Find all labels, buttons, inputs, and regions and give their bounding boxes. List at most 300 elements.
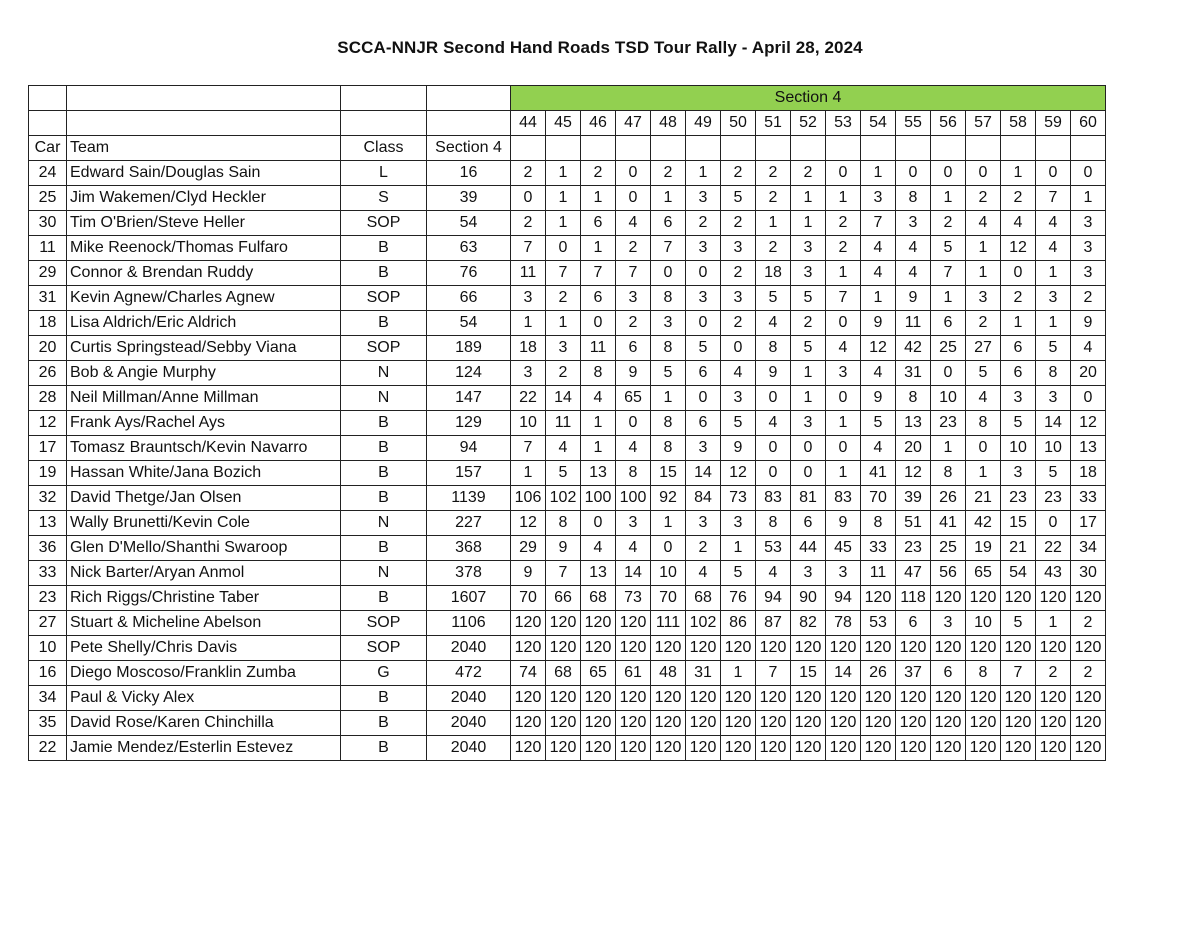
class-cell: SOP (341, 636, 427, 661)
score-cell: 84 (686, 486, 721, 511)
score-cell: 3 (721, 236, 756, 261)
score-cell: 9 (721, 436, 756, 461)
score-cell: 120 (616, 711, 651, 736)
score-cell: 120 (686, 686, 721, 711)
score-cell: 120 (1071, 636, 1106, 661)
score-cell: 20 (1071, 361, 1106, 386)
empty-cell (581, 136, 616, 161)
class-cell: SOP (341, 611, 427, 636)
score-cell: 7 (511, 236, 546, 261)
score-cell: 68 (686, 586, 721, 611)
score-cell: 74 (511, 661, 546, 686)
score-cell: 7 (616, 261, 651, 286)
score-cell: 120 (1071, 586, 1106, 611)
score-cell: 120 (546, 736, 581, 761)
score-cell: 120 (861, 736, 896, 761)
score-cell: 3 (686, 511, 721, 536)
section-total-cell: 2040 (427, 686, 511, 711)
score-cell: 3 (1001, 386, 1036, 411)
checkpoint-header: 60 (1071, 111, 1106, 136)
score-cell: 120 (581, 686, 616, 711)
score-cell: 8 (756, 336, 791, 361)
car-number-cell: 35 (29, 711, 67, 736)
score-cell: 0 (651, 536, 686, 561)
score-cell: 5 (721, 186, 756, 211)
score-cell: 65 (616, 386, 651, 411)
score-cell: 120 (966, 586, 1001, 611)
section-total-cell: 2040 (427, 736, 511, 761)
score-cell: 1 (1036, 611, 1071, 636)
score-cell: 3 (791, 561, 826, 586)
car-number-cell: 27 (29, 611, 67, 636)
score-cell: 8 (546, 511, 581, 536)
score-cell: 5 (931, 236, 966, 261)
score-cell: 0 (511, 186, 546, 211)
score-cell: 8 (931, 461, 966, 486)
score-cell: 102 (686, 611, 721, 636)
score-cell: 120 (931, 586, 966, 611)
score-cell: 120 (511, 736, 546, 761)
table-row (29, 261, 1106, 286)
score-cell: 3 (826, 361, 861, 386)
score-cell: 2 (651, 161, 686, 186)
score-cell: 3 (511, 361, 546, 386)
score-cell: 120 (1071, 711, 1106, 736)
section-total-cell: 1607 (427, 586, 511, 611)
empty-cell (341, 86, 427, 111)
score-cell: 2 (826, 211, 861, 236)
score-cell: 2 (1036, 661, 1071, 686)
score-cell: 4 (616, 536, 651, 561)
score-cell: 14 (686, 461, 721, 486)
score-cell: 0 (1001, 261, 1036, 286)
score-cell: 1 (546, 186, 581, 211)
score-cell: 120 (896, 636, 931, 661)
score-cell: 90 (791, 586, 826, 611)
score-cell: 120 (756, 711, 791, 736)
score-cell: 1 (546, 311, 581, 336)
score-cell: 7 (756, 661, 791, 686)
car-number-cell: 18 (29, 311, 67, 336)
class-cell: N (341, 511, 427, 536)
score-cell: 1 (581, 436, 616, 461)
score-cell: 4 (861, 261, 896, 286)
score-cell: 8 (651, 411, 686, 436)
score-cell: 48 (651, 661, 686, 686)
score-cell: 120 (511, 636, 546, 661)
score-cell: 4 (546, 436, 581, 461)
car-number-cell: 16 (29, 661, 67, 686)
car-number-cell: 20 (29, 336, 67, 361)
score-cell: 12 (511, 511, 546, 536)
score-cell: 5 (651, 361, 686, 386)
team-header: Team (67, 136, 341, 161)
team-name-cell: Mike Reenock/Thomas Fulfaro (67, 236, 341, 261)
score-cell: 120 (861, 636, 896, 661)
score-cell: 3 (791, 236, 826, 261)
table-row (29, 286, 1106, 311)
section-total-cell: 124 (427, 361, 511, 386)
score-cell: 7 (1036, 186, 1071, 211)
score-cell: 11 (581, 336, 616, 361)
empty-cell (1071, 136, 1106, 161)
table-row (29, 711, 1106, 736)
score-cell: 11 (861, 561, 896, 586)
score-cell: 120 (966, 711, 1001, 736)
score-cell: 6 (1001, 336, 1036, 361)
section-total-cell: 227 (427, 511, 511, 536)
score-cell: 2 (616, 311, 651, 336)
results-table (28, 85, 1106, 761)
score-cell: 3 (931, 611, 966, 636)
score-cell: 1 (1001, 311, 1036, 336)
score-cell: 5 (721, 411, 756, 436)
checkpoint-header-row (29, 111, 1106, 136)
score-cell: 61 (616, 661, 651, 686)
score-cell: 8 (896, 386, 931, 411)
score-cell: 120 (1036, 711, 1071, 736)
score-cell: 33 (861, 536, 896, 561)
score-cell: 21 (1001, 536, 1036, 561)
score-cell: 11 (546, 411, 581, 436)
score-cell: 2 (546, 286, 581, 311)
score-cell: 10 (1001, 436, 1036, 461)
score-cell: 1 (1071, 186, 1106, 211)
empty-cell (1001, 136, 1036, 161)
table-row (29, 586, 1106, 611)
score-cell: 120 (826, 686, 861, 711)
score-cell: 1 (546, 161, 581, 186)
score-cell: 3 (686, 186, 721, 211)
score-cell: 5 (546, 461, 581, 486)
score-cell: 1 (931, 436, 966, 461)
column-header-row (29, 136, 1106, 161)
score-cell: 6 (651, 211, 686, 236)
score-cell: 3 (966, 286, 1001, 311)
score-cell: 2 (1001, 186, 1036, 211)
score-cell: 11 (896, 311, 931, 336)
section-total-cell: 157 (427, 461, 511, 486)
team-name-cell: Edward Sain/Douglas Sain (67, 161, 341, 186)
score-cell: 120 (511, 611, 546, 636)
score-cell: 92 (651, 486, 686, 511)
score-cell: 120 (861, 711, 896, 736)
score-cell: 120 (511, 711, 546, 736)
score-cell: 4 (861, 361, 896, 386)
score-cell: 37 (896, 661, 931, 686)
score-cell: 120 (1001, 736, 1036, 761)
score-cell: 120 (686, 711, 721, 736)
score-cell: 8 (616, 461, 651, 486)
empty-cell (861, 136, 896, 161)
score-cell: 26 (861, 661, 896, 686)
score-cell: 120 (1001, 636, 1036, 661)
score-cell: 8 (651, 336, 686, 361)
score-cell: 120 (1036, 586, 1071, 611)
score-cell: 120 (1036, 636, 1071, 661)
score-cell: 1 (861, 286, 896, 311)
score-cell: 2 (686, 536, 721, 561)
score-cell: 3 (1001, 461, 1036, 486)
empty-cell (966, 136, 1001, 161)
score-cell: 30 (1071, 561, 1106, 586)
score-cell: 1 (861, 161, 896, 186)
score-cell: 45 (826, 536, 861, 561)
score-cell: 5 (1001, 411, 1036, 436)
checkpoint-header: 48 (651, 111, 686, 136)
team-name-cell: Tim O'Brien/Steve Heller (67, 211, 341, 236)
score-cell: 111 (651, 611, 686, 636)
section-total-cell: 1139 (427, 486, 511, 511)
score-cell: 0 (1036, 161, 1071, 186)
score-cell: 22 (1036, 536, 1071, 561)
class-cell: N (341, 386, 427, 411)
score-cell: 3 (616, 286, 651, 311)
table-row (29, 436, 1106, 461)
score-cell: 8 (651, 286, 686, 311)
score-cell: 120 (1001, 711, 1036, 736)
score-cell: 4 (616, 211, 651, 236)
score-cell: 120 (861, 586, 896, 611)
car-number-cell: 12 (29, 411, 67, 436)
score-cell: 70 (651, 586, 686, 611)
score-cell: 120 (721, 686, 756, 711)
score-cell: 120 (721, 636, 756, 661)
section-total-cell: 368 (427, 536, 511, 561)
checkpoint-header: 52 (791, 111, 826, 136)
score-cell: 1 (581, 236, 616, 261)
score-cell: 4 (756, 311, 791, 336)
team-name-cell: Neil Millman/Anne Millman (67, 386, 341, 411)
team-name-cell: David Rose/Karen Chinchilla (67, 711, 341, 736)
team-name-cell: Glen D'Mello/Shanthi Swaroop (67, 536, 341, 561)
score-cell: 5 (721, 561, 756, 586)
score-cell: 18 (1071, 461, 1106, 486)
class-cell: B (341, 261, 427, 286)
table-row (29, 411, 1106, 436)
team-name-cell: Pete Shelly/Chris Davis (67, 636, 341, 661)
table-row (29, 236, 1106, 261)
checkpoint-header: 47 (616, 111, 651, 136)
score-cell: 13 (1071, 436, 1106, 461)
score-cell: 1 (581, 186, 616, 211)
class-cell: N (341, 561, 427, 586)
score-cell: 2 (931, 211, 966, 236)
score-cell: 6 (931, 661, 966, 686)
score-cell: 1 (686, 161, 721, 186)
score-cell: 4 (861, 236, 896, 261)
score-cell: 3 (1071, 236, 1106, 261)
score-cell: 120 (651, 636, 686, 661)
score-cell: 6 (896, 611, 931, 636)
score-cell: 4 (581, 536, 616, 561)
score-cell: 1 (826, 261, 861, 286)
score-cell: 120 (791, 736, 826, 761)
score-cell: 2 (721, 211, 756, 236)
score-cell: 9 (861, 311, 896, 336)
score-cell: 7 (511, 436, 546, 461)
score-cell: 54 (1001, 561, 1036, 586)
team-name-cell: Jamie Mendez/Esterlin Estevez (67, 736, 341, 761)
score-cell: 0 (686, 261, 721, 286)
team-name-cell: Lisa Aldrich/Eric Aldrich (67, 311, 341, 336)
score-cell: 7 (546, 561, 581, 586)
section-total-cell: 94 (427, 436, 511, 461)
score-cell: 8 (896, 186, 931, 211)
score-cell: 8 (756, 511, 791, 536)
car-number-cell: 29 (29, 261, 67, 286)
score-cell: 6 (616, 336, 651, 361)
empty-cell (756, 136, 791, 161)
empty-cell (931, 136, 966, 161)
section-total-cell: 129 (427, 411, 511, 436)
section-total-cell: 16 (427, 161, 511, 186)
score-cell: 1 (791, 361, 826, 386)
score-cell: 65 (581, 661, 616, 686)
car-number-cell: 17 (29, 436, 67, 461)
empty-cell (616, 136, 651, 161)
score-cell: 120 (756, 686, 791, 711)
class-cell: B (341, 536, 427, 561)
score-cell: 14 (616, 561, 651, 586)
section-total-cell: 54 (427, 211, 511, 236)
checkpoint-header: 58 (1001, 111, 1036, 136)
section-total-cell: 1106 (427, 611, 511, 636)
section-total-cell: 147 (427, 386, 511, 411)
score-cell: 68 (581, 586, 616, 611)
score-cell: 120 (616, 636, 651, 661)
score-cell: 120 (826, 711, 861, 736)
score-cell: 1 (651, 186, 686, 211)
table-row (29, 386, 1106, 411)
table-row (29, 536, 1106, 561)
score-cell: 4 (966, 386, 1001, 411)
score-cell: 120 (616, 736, 651, 761)
checkpoint-header: 51 (756, 111, 791, 136)
score-cell: 2 (721, 161, 756, 186)
score-cell: 78 (826, 611, 861, 636)
score-cell: 4 (1071, 336, 1106, 361)
score-cell: 14 (1036, 411, 1071, 436)
class-cell: SOP (341, 336, 427, 361)
score-cell: 0 (896, 161, 931, 186)
score-cell: 0 (1036, 511, 1071, 536)
score-cell: 1 (1036, 261, 1071, 286)
score-cell: 70 (511, 586, 546, 611)
table-row (29, 211, 1106, 236)
score-cell: 14 (546, 386, 581, 411)
score-cell: 3 (1036, 386, 1071, 411)
score-cell: 7 (581, 261, 616, 286)
score-cell: 94 (756, 586, 791, 611)
checkpoint-header: 50 (721, 111, 756, 136)
score-cell: 2 (966, 311, 1001, 336)
table-row (29, 311, 1106, 336)
score-cell: 120 (1071, 736, 1106, 761)
score-cell: 2 (756, 161, 791, 186)
score-cell: 9 (616, 361, 651, 386)
car-header: Car (29, 136, 67, 161)
score-cell: 4 (756, 561, 791, 586)
score-cell: 120 (546, 711, 581, 736)
class-cell: B (341, 311, 427, 336)
score-cell: 120 (1001, 586, 1036, 611)
score-cell: 23 (931, 411, 966, 436)
score-cell: 10 (651, 561, 686, 586)
class-cell: SOP (341, 286, 427, 311)
score-cell: 0 (581, 511, 616, 536)
score-cell: 100 (581, 486, 616, 511)
score-cell: 9 (826, 511, 861, 536)
score-cell: 120 (791, 711, 826, 736)
empty-cell (896, 136, 931, 161)
score-cell: 0 (651, 261, 686, 286)
score-cell: 120 (896, 736, 931, 761)
car-number-cell: 25 (29, 186, 67, 211)
team-name-cell: Curtis Springstead/Sebby Viana (67, 336, 341, 361)
class-cell: B (341, 411, 427, 436)
score-cell: 7 (826, 286, 861, 311)
class-cell: B (341, 586, 427, 611)
score-cell: 76 (721, 586, 756, 611)
score-cell: 0 (616, 161, 651, 186)
checkpoint-header: 57 (966, 111, 1001, 136)
score-cell: 2 (1071, 611, 1106, 636)
score-cell: 18 (756, 261, 791, 286)
score-cell: 0 (756, 461, 791, 486)
score-cell: 12 (1001, 236, 1036, 261)
car-number-cell: 10 (29, 636, 67, 661)
score-cell: 0 (1071, 161, 1106, 186)
empty-cell (341, 111, 427, 136)
score-cell: 9 (1071, 311, 1106, 336)
score-cell: 4 (1036, 236, 1071, 261)
score-cell: 43 (1036, 561, 1071, 586)
score-cell: 102 (546, 486, 581, 511)
score-cell: 6 (581, 286, 616, 311)
score-cell: 2 (826, 236, 861, 261)
score-cell: 120 (686, 736, 721, 761)
score-cell: 120 (1036, 736, 1071, 761)
score-cell: 10 (511, 411, 546, 436)
score-cell: 120 (931, 636, 966, 661)
class-cell: B (341, 461, 427, 486)
page-title: SCCA-NNJR Second Hand Roads TSD Tour Rally - April 28, 2024 (337, 38, 863, 57)
section-total-cell: 54 (427, 311, 511, 336)
score-cell: 2 (581, 161, 616, 186)
score-cell: 3 (686, 236, 721, 261)
score-cell: 1 (1001, 161, 1036, 186)
team-name-cell: Kevin Agnew/Charles Agnew (67, 286, 341, 311)
car-number-cell: 30 (29, 211, 67, 236)
section-total-cell: 2040 (427, 711, 511, 736)
score-cell: 3 (651, 311, 686, 336)
team-name-cell: Diego Moscoso/Franklin Zumba (67, 661, 341, 686)
score-cell: 2 (686, 211, 721, 236)
car-number-cell: 31 (29, 286, 67, 311)
team-name-cell: Paul & Vicky Alex (67, 686, 341, 711)
score-cell: 25 (931, 536, 966, 561)
car-number-cell: 23 (29, 586, 67, 611)
score-cell: 120 (581, 636, 616, 661)
score-cell: 6 (931, 311, 966, 336)
score-cell: 120 (791, 686, 826, 711)
score-cell: 4 (896, 236, 931, 261)
empty-cell (686, 136, 721, 161)
score-cell: 23 (1001, 486, 1036, 511)
score-cell: 5 (966, 361, 1001, 386)
section-total-cell: 66 (427, 286, 511, 311)
